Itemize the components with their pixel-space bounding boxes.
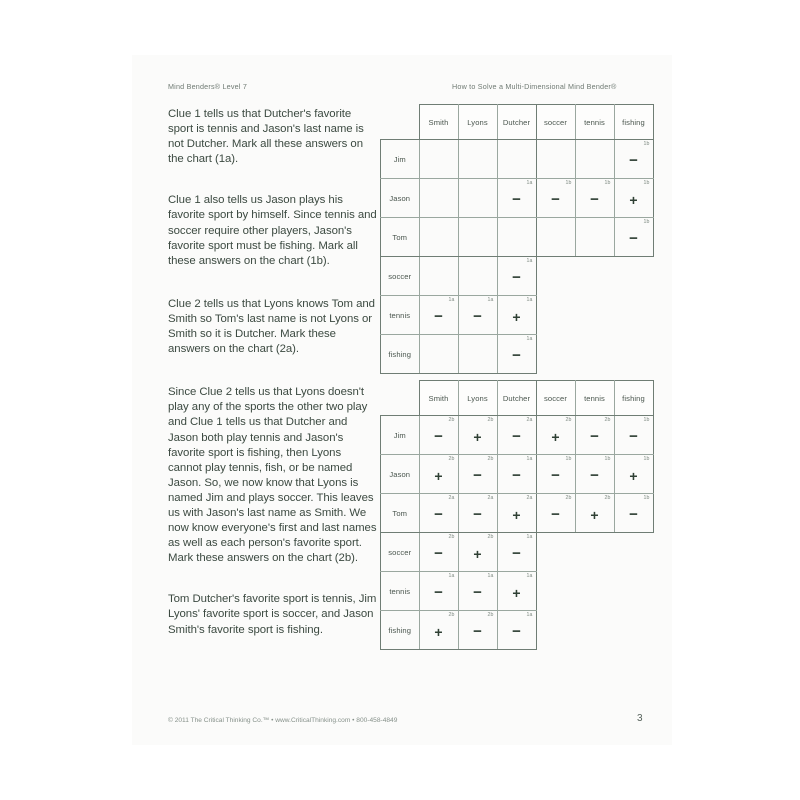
grid-cell[interactable]	[536, 140, 575, 179]
grid-cell-step-label: 2b	[565, 417, 572, 423]
grid-row-header: fishing	[381, 335, 420, 374]
logic-grid-table	[380, 380, 654, 650]
grid-cell-step-label: 1a	[526, 612, 533, 618]
running-head-left: Mind Benders® Level 7	[168, 82, 248, 91]
grid-cell-step-label: 1b	[643, 456, 650, 462]
grid-cell-step-label: 1b	[643, 495, 650, 501]
grid-mark-minus: −	[473, 308, 482, 325]
grid-row-header: tennis	[381, 296, 420, 335]
grid-corner-cell	[381, 381, 420, 416]
grid-cell[interactable]	[458, 572, 497, 611]
grid-mark-plus: +	[512, 309, 521, 325]
grid-cell[interactable]	[458, 455, 497, 494]
grid-column-header: fishing	[614, 105, 653, 140]
grid-cell[interactable]	[419, 335, 458, 374]
grid-column-header: Smith	[419, 381, 458, 416]
grid-cell[interactable]	[614, 218, 653, 257]
grid-empty-area	[614, 533, 653, 572]
grid-cell[interactable]	[575, 455, 614, 494]
grid-cell[interactable]	[497, 572, 536, 611]
grid-empty-area	[575, 611, 614, 650]
grid-mark-minus: −	[512, 191, 521, 208]
grid-cell[interactable]	[536, 416, 575, 455]
grid-row	[381, 572, 654, 611]
grid-cell-step-label: 2b	[448, 417, 455, 423]
grid-empty-area	[614, 335, 653, 374]
grid-cell[interactable]	[536, 455, 575, 494]
grid-mark-minus: −	[512, 269, 521, 286]
grid-empty-area	[614, 611, 653, 650]
grid-cell-step-label: 1a	[487, 297, 494, 303]
grid-cell[interactable]	[575, 218, 614, 257]
grid-cell-step-label: 1a	[448, 297, 455, 303]
grid-mark-minus: −	[551, 191, 560, 208]
grid-cell[interactable]	[419, 572, 458, 611]
grid-row	[381, 533, 654, 572]
grid-cell[interactable]	[575, 140, 614, 179]
grid-row-header: fishing	[381, 611, 420, 650]
grid-cell-step-label: 2a	[526, 417, 533, 423]
grid-row	[381, 611, 654, 650]
grid-mark-plus: +	[512, 585, 521, 601]
grid-cell-step-label: 2b	[487, 612, 494, 618]
grid-cell-step-label: 2a	[526, 495, 533, 501]
grid-cell-step-label: 1a	[526, 258, 533, 264]
grid-empty-area	[536, 572, 575, 611]
grid-cell[interactable]	[575, 416, 614, 455]
grid-cell[interactable]	[458, 140, 497, 179]
grid-cell[interactable]	[614, 455, 653, 494]
grid-cell-step-label: 2b	[487, 417, 494, 423]
footer-copyright: © 2011 The Critical Thinking Co.™ • www.CriticalThinking.com • 800-458-4849	[168, 717, 398, 724]
grid-cell[interactable]	[575, 179, 614, 218]
running-head-right: How to Solve a Multi-Dimensional Mind Bender®	[452, 82, 617, 91]
grid-cell-step-label: 1a	[526, 180, 533, 186]
grid-cell-step-label: 2b	[487, 534, 494, 540]
grid-cell[interactable]	[458, 257, 497, 296]
logic-grid-2	[380, 380, 654, 650]
grid-header-row	[381, 381, 654, 416]
grid-mark-plus: +	[590, 507, 599, 523]
grid-column-header: Dutcher	[497, 105, 536, 140]
grid-cell[interactable]	[419, 296, 458, 335]
grid-cell[interactable]	[575, 494, 614, 533]
grid-row	[381, 335, 654, 374]
grid-empty-area	[614, 257, 653, 296]
grid-mark-plus: +	[434, 468, 443, 484]
grid-cell-step-label: 1a	[487, 573, 494, 579]
grid-mark-plus: +	[629, 192, 638, 208]
grid-empty-area	[614, 572, 653, 611]
grid-cell-step-label: 1a	[526, 297, 533, 303]
grid-column-header: soccer	[536, 105, 575, 140]
grid-cell-step-label: 1b	[565, 180, 572, 186]
grid-row	[381, 416, 654, 455]
grid-empty-area	[614, 296, 653, 335]
grid-row-header: Jason	[381, 179, 420, 218]
grid-cell[interactable]	[419, 218, 458, 257]
grid-mark-minus: −	[473, 623, 482, 640]
grid-cell[interactable]	[419, 416, 458, 455]
grid-row-header: tennis	[381, 572, 420, 611]
grid-cell-step-label: 1b	[643, 180, 650, 186]
grid-mark-plus: +	[629, 468, 638, 484]
grid-cell[interactable]	[614, 494, 653, 533]
grid-cell[interactable]	[614, 179, 653, 218]
grid-column-header: fishing	[614, 381, 653, 416]
grid-cell[interactable]	[497, 455, 536, 494]
grid-cell[interactable]	[497, 179, 536, 218]
grid-mark-plus: +	[551, 429, 560, 445]
grid-cell-step-label: 1a	[448, 573, 455, 579]
grid-column-header: Lyons	[458, 381, 497, 416]
grid-row-header: Jim	[381, 416, 420, 455]
grid-mark-minus: −	[434, 584, 443, 601]
grid-mark-minus: −	[473, 584, 482, 601]
grid-empty-area	[575, 296, 614, 335]
grid-mark-minus: −	[551, 467, 560, 484]
grid-mark-minus: −	[512, 428, 521, 445]
grid-cell[interactable]	[458, 611, 497, 650]
paragraph-clue1b: Clue 1 also tells us Jason plays his favorite sport by himself. Since tennis and soccer require other players, Jason's favorite sport must be fishing. Mark all these answers on the chart (1b).	[168, 194, 377, 267]
grid-empty-area	[536, 533, 575, 572]
grid-cell[interactable]	[497, 257, 536, 296]
grid-mark-minus: −	[551, 506, 560, 523]
grid-empty-area	[575, 533, 614, 572]
grid-corner-cell	[381, 105, 420, 140]
grid-mark-minus: −	[434, 308, 443, 325]
grid-empty-area	[536, 296, 575, 335]
logic-grid-1	[380, 104, 654, 374]
grid-cell[interactable]	[419, 140, 458, 179]
grid-mark-minus: −	[434, 506, 443, 523]
grid-row-header: Jason	[381, 455, 420, 494]
grid-cell-step-label: 2a	[448, 495, 455, 501]
grid-cell-step-label: 2b	[448, 534, 455, 540]
grid-mark-plus: +	[512, 507, 521, 523]
grid-mark-plus: +	[473, 429, 482, 445]
grid-cell[interactable]	[419, 494, 458, 533]
grid-cell[interactable]	[458, 416, 497, 455]
grid-cell[interactable]	[419, 533, 458, 572]
paragraph-clue2b: Since Clue 2 tells us that Lyons doesn't play any of the sports the other two play and Clue 1 tells us that Dutcher and Jason both play tennis and Jason's favorite sport is fishing, then Lyons cannot play tennis, fish, or be named Jason. So, we now know that Lyons is named Jim and plays soccer. This leaves us with Jason's last name as Smith. We now know everyone's first and last names as well as each person's favorite sport. Mark these answers on the chart (2b).	[168, 386, 377, 565]
grid-cell-step-label: 1b	[604, 456, 611, 462]
grid-row	[381, 296, 654, 335]
grid-cell[interactable]	[497, 416, 536, 455]
grid-empty-area	[575, 572, 614, 611]
grid-column-header: soccer	[536, 381, 575, 416]
grid-cell[interactable]	[419, 455, 458, 494]
grid-row-header: Tom	[381, 494, 420, 533]
grid-cell-step-label: 2b	[487, 456, 494, 462]
grid-cell-step-label: 1a	[526, 534, 533, 540]
grid-row	[381, 455, 654, 494]
grid-row	[381, 494, 654, 533]
grid-cell[interactable]	[497, 140, 536, 179]
grid-cell[interactable]	[458, 179, 497, 218]
grid-row-header: soccer	[381, 257, 420, 296]
grid-cell[interactable]	[614, 140, 653, 179]
grid-empty-area	[575, 257, 614, 296]
grid-header-row	[381, 105, 654, 140]
grid-mark-minus: −	[512, 467, 521, 484]
grid-empty-area	[536, 335, 575, 374]
grid-column-header: tennis	[575, 381, 614, 416]
logic-grid-table	[380, 104, 654, 374]
grid-cell[interactable]	[497, 335, 536, 374]
grid-cell-step-label: 2a	[487, 495, 494, 501]
grid-mark-minus: −	[512, 623, 521, 640]
grid-cell-step-label: 2b	[448, 456, 455, 462]
grid-cell[interactable]	[497, 494, 536, 533]
grid-mark-minus: −	[512, 545, 521, 562]
grid-empty-area	[575, 335, 614, 374]
grid-cell[interactable]	[536, 179, 575, 218]
grid-cell[interactable]	[419, 179, 458, 218]
grid-empty-area	[536, 611, 575, 650]
grid-cell[interactable]	[458, 533, 497, 572]
grid-mark-minus: −	[434, 428, 443, 445]
grid-mark-plus: +	[434, 624, 443, 640]
grid-cell[interactable]	[458, 218, 497, 257]
grid-row-header: Tom	[381, 218, 420, 257]
grid-cell-step-label: 1b	[643, 141, 650, 147]
grid-row	[381, 140, 654, 179]
grid-cell[interactable]	[497, 611, 536, 650]
footer-page-number: 3	[637, 713, 643, 724]
grid-cell[interactable]	[458, 296, 497, 335]
grid-row	[381, 257, 654, 296]
grid-column-header: Lyons	[458, 105, 497, 140]
grid-cell-step-label: 2b	[604, 495, 611, 501]
grid-row	[381, 218, 654, 257]
grid-cell[interactable]	[419, 257, 458, 296]
grid-cell-step-label: 1b	[643, 219, 650, 225]
grid-row-header: Jim	[381, 140, 420, 179]
paragraph-solution: Tom Dutcher's favorite sport is tennis, Jim Lyons' favorite sport is soccer, and Jason Smith's favorite sport is fishing.	[168, 593, 377, 636]
grid-column-header: Smith	[419, 105, 458, 140]
grid-cell[interactable]	[536, 494, 575, 533]
grid-cell-step-label: 1a	[526, 456, 533, 462]
grid-cell[interactable]	[614, 416, 653, 455]
grid-mark-minus: −	[629, 152, 638, 169]
grid-mark-minus: −	[473, 467, 482, 484]
grid-row-header: soccer	[381, 533, 420, 572]
grid-cell-step-label: 1b	[643, 417, 650, 423]
paragraph-clue1a: Clue 1 tells us that Dutcher's favorite sport is tennis and Jason's last name is not Dutcher. Mark all these answers on the chart (1a).	[168, 108, 364, 166]
grid-cell-step-label: 1a	[526, 573, 533, 579]
grid-cell[interactable]	[419, 611, 458, 650]
grid-row	[381, 179, 654, 218]
grid-mark-minus: −	[629, 230, 638, 247]
grid-column-header: Dutcher	[497, 381, 536, 416]
grid-mark-minus: −	[473, 506, 482, 523]
grid-cell-step-label: 2b	[604, 417, 611, 423]
grid-cell[interactable]	[458, 335, 497, 374]
grid-cell-step-label: 2b	[448, 612, 455, 618]
grid-cell-step-label: 1b	[604, 180, 611, 186]
grid-mark-minus: −	[434, 545, 443, 562]
instruction-text-column	[168, 107, 378, 653]
worksheet-page	[132, 55, 672, 745]
grid-mark-minus: −	[590, 428, 599, 445]
paragraph-clue2a: Clue 2 tells us that Lyons knows Tom and Smith so Tom's last name is not Lyons or Smith so it is Dutcher. Mark these answers on the chart (2a).	[168, 297, 375, 356]
grid-mark-minus: −	[590, 467, 599, 484]
grid-mark-minus: −	[629, 506, 638, 523]
grid-mark-minus: −	[629, 428, 638, 445]
grid-cell-step-label: 1a	[526, 336, 533, 342]
grid-column-header: tennis	[575, 105, 614, 140]
grid-cell[interactable]	[497, 533, 536, 572]
grid-cell-step-label: 1b	[565, 456, 572, 462]
grid-mark-minus: −	[590, 191, 599, 208]
grid-cell[interactable]	[497, 218, 536, 257]
grid-mark-plus: +	[473, 546, 482, 562]
grid-cell-step-label: 2b	[565, 495, 572, 501]
grid-cell[interactable]	[497, 296, 536, 335]
grid-mark-minus: −	[512, 347, 521, 364]
grid-empty-area	[536, 257, 575, 296]
grid-cell[interactable]	[458, 494, 497, 533]
grid-cell[interactable]	[536, 218, 575, 257]
